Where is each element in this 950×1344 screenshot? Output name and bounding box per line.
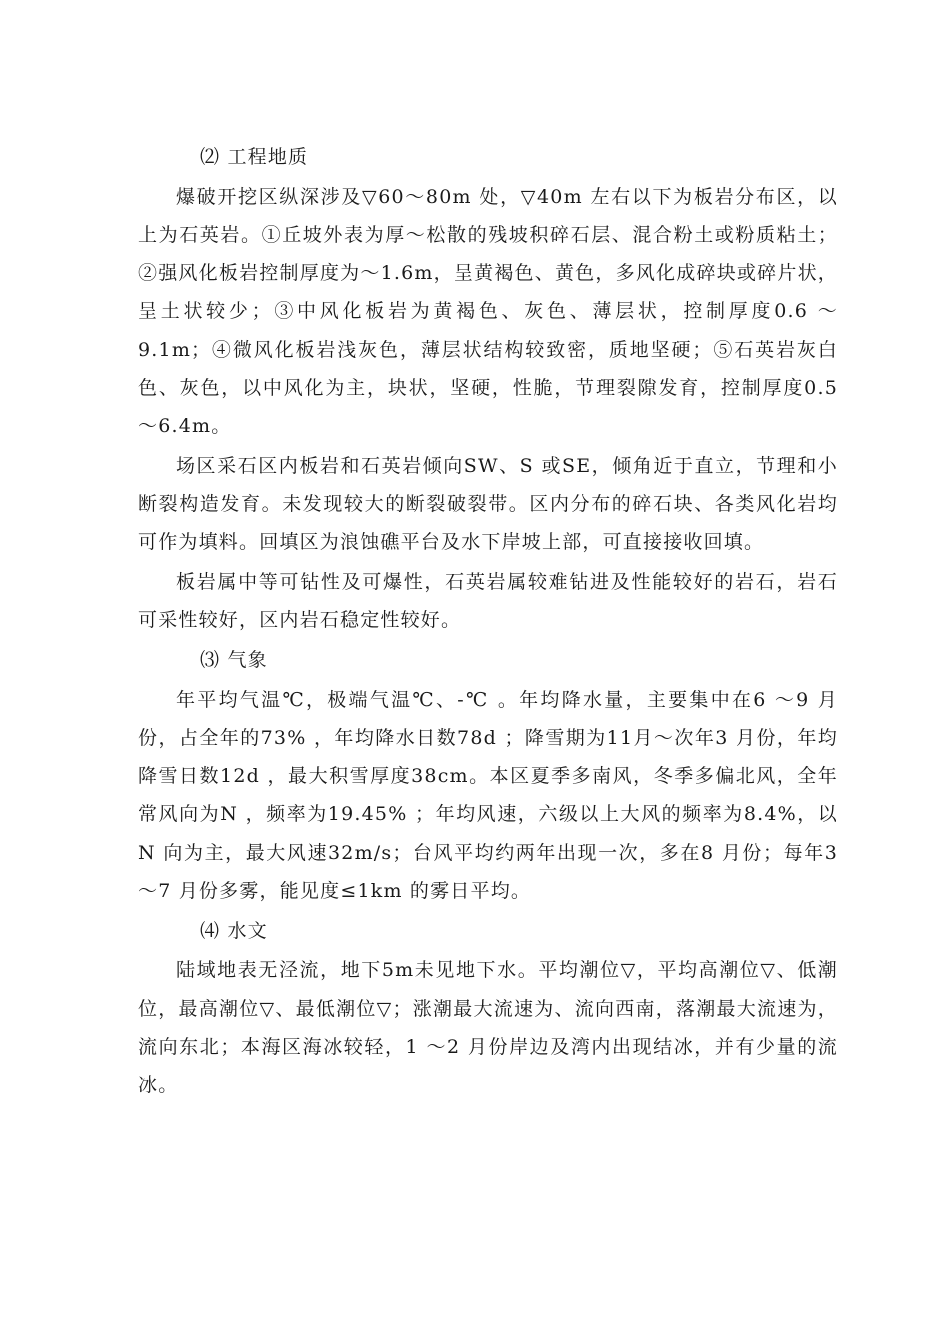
paragraph-meteorology: 年平均气温℃，极端气温℃、-℃ 。年均降水量，主要集中在6 ～9 月份，占全年的73% ，年均降水日数78d ；降雪期为11月～次年3 月份，年均降雪日数12d ，最大积雪厚度38cm。本区夏季多南风，冬季多偏北风，全年常风向为N ，频率为19.45% ；年均风速，六级以上大风的频率为8.4%，以N 向为主，最大风速32m/s；台风平均约两年出现一次，多在8 月份；每年3 ～7 月份多雾，能见度≤1km 的雾日平均。 bbox=[138, 688, 838, 902]
section-heading-geology: ⑵ 工程地质 bbox=[200, 146, 309, 168]
document-body bbox=[138, 138, 838, 1104]
paragraph-geology-structure: 场区采石区内板岩和石英岩倾向SW、S 或SE，倾角近于直立，节理和小断裂构造发育。未发现较大的断裂破裂带。区内分布的碎石块、各类风化岩均可作为填料。回填区为浪蚀礁平台及水下岸坡上部，可直接接收回填。 bbox=[138, 454, 838, 554]
paragraph-geology-rock-quality: 板岩属中等可钻性及可爆性，石英岩属较难钻进及性能较好的岩石，岩石可采性较好，区内岩石稳定性较好。 bbox=[138, 571, 838, 632]
paragraph-geology-strata: 爆破开挖区纵深涉及▽60～80m 处，▽40m 左右以下为板岩分布区，以上为石英岩。①丘坡外表为厚～松散的残坡积碎石层、混合粉土或粉质粘土；②强风化板岩控制厚度为～1.6m，呈黄褐色、黄色，多风化成碎块或碎片状，呈土状较少；③中风化板岩为黄褐色、灰色、薄层状，控制厚度0.6 ～9.1m；④微风化板岩浅灰色，薄层状结构较致密，质地坚硬；⑤石英岩灰白色、灰色，以中风化为主，块状，坚硬，性脆，节理裂隙发育，控制厚度0.5 ～6.4m。 bbox=[138, 185, 838, 438]
section-heading-meteorology: ⑶ 气象 bbox=[200, 649, 268, 672]
paragraph-hydrology: 陆域地表无泾流，地下5m未见地下水。平均潮位▽，平均高潮位▽、低潮位，最高潮位▽、最低潮位▽；涨潮最大流速为、流向西南，落潮最大流速为，流向东北；本海区海冰较轻，1 ～2 月份岸边及湾内出现结冰，并有少量的流冰。 bbox=[138, 959, 838, 1097]
section-heading-hydrology: ⑷ 水文 bbox=[200, 919, 268, 942]
